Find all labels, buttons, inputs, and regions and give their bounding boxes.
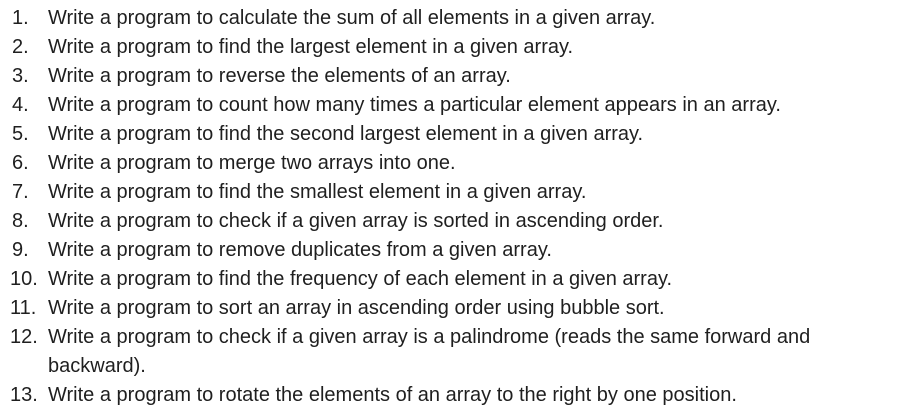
item-text: Write a program to count how many times a particular element appears in an array. xyxy=(48,94,781,116)
item-number: 10. xyxy=(10,268,38,290)
list-item xyxy=(0,33,901,62)
item-number: 12. xyxy=(10,326,38,348)
list-item xyxy=(0,62,901,91)
list-item xyxy=(0,4,901,33)
list-item xyxy=(0,149,901,178)
item-text: Write a program to sort an array in ascending order using bubble sort. xyxy=(48,297,665,319)
list-item xyxy=(0,381,901,410)
item-text: Write a program to calculate the sum of all elements in a given array. xyxy=(48,7,656,29)
item-number: 4. xyxy=(12,94,29,116)
list-item xyxy=(0,207,901,236)
item-number: 7. xyxy=(12,181,29,203)
item-text: Write a program to find the second largest element in a given array. xyxy=(48,123,644,145)
list-item xyxy=(0,91,901,120)
item-text: Write a program to check if a given array is sorted in ascending order. xyxy=(48,210,664,232)
item-text: Write a program to remove duplicates from a given array. xyxy=(48,239,552,261)
item-text: Write a program to check if a given array is a palindrome (reads the same forward and backward). xyxy=(48,326,811,377)
list-item xyxy=(0,294,901,323)
item-number: 13. xyxy=(10,384,38,406)
item-text: Write a program to rotate the elements of an array to the right by one position. xyxy=(48,384,737,406)
list-item xyxy=(0,236,901,265)
list-item xyxy=(0,120,901,149)
item-number: 9. xyxy=(12,239,29,261)
item-text: Write a program to reverse the elements of an array. xyxy=(48,65,511,87)
list-item xyxy=(0,265,901,294)
item-number: 6. xyxy=(12,152,29,174)
exercise-list xyxy=(0,4,901,410)
list-item xyxy=(0,323,901,381)
item-number: 3. xyxy=(12,65,29,87)
item-number: 8. xyxy=(12,210,29,232)
item-number: 5. xyxy=(12,123,29,145)
list-item xyxy=(0,178,901,207)
item-text: Write a program to find the frequency of each element in a given array. xyxy=(48,268,673,290)
item-number: 2. xyxy=(12,36,29,58)
item-text: Write a program to find the smallest element in a given array. xyxy=(48,181,587,203)
item-number: 11. xyxy=(10,297,37,319)
item-number: 1. xyxy=(12,7,29,29)
item-text: Write a program to find the largest element in a given array. xyxy=(48,36,574,58)
item-text: Write a program to merge two arrays into one. xyxy=(48,152,456,174)
